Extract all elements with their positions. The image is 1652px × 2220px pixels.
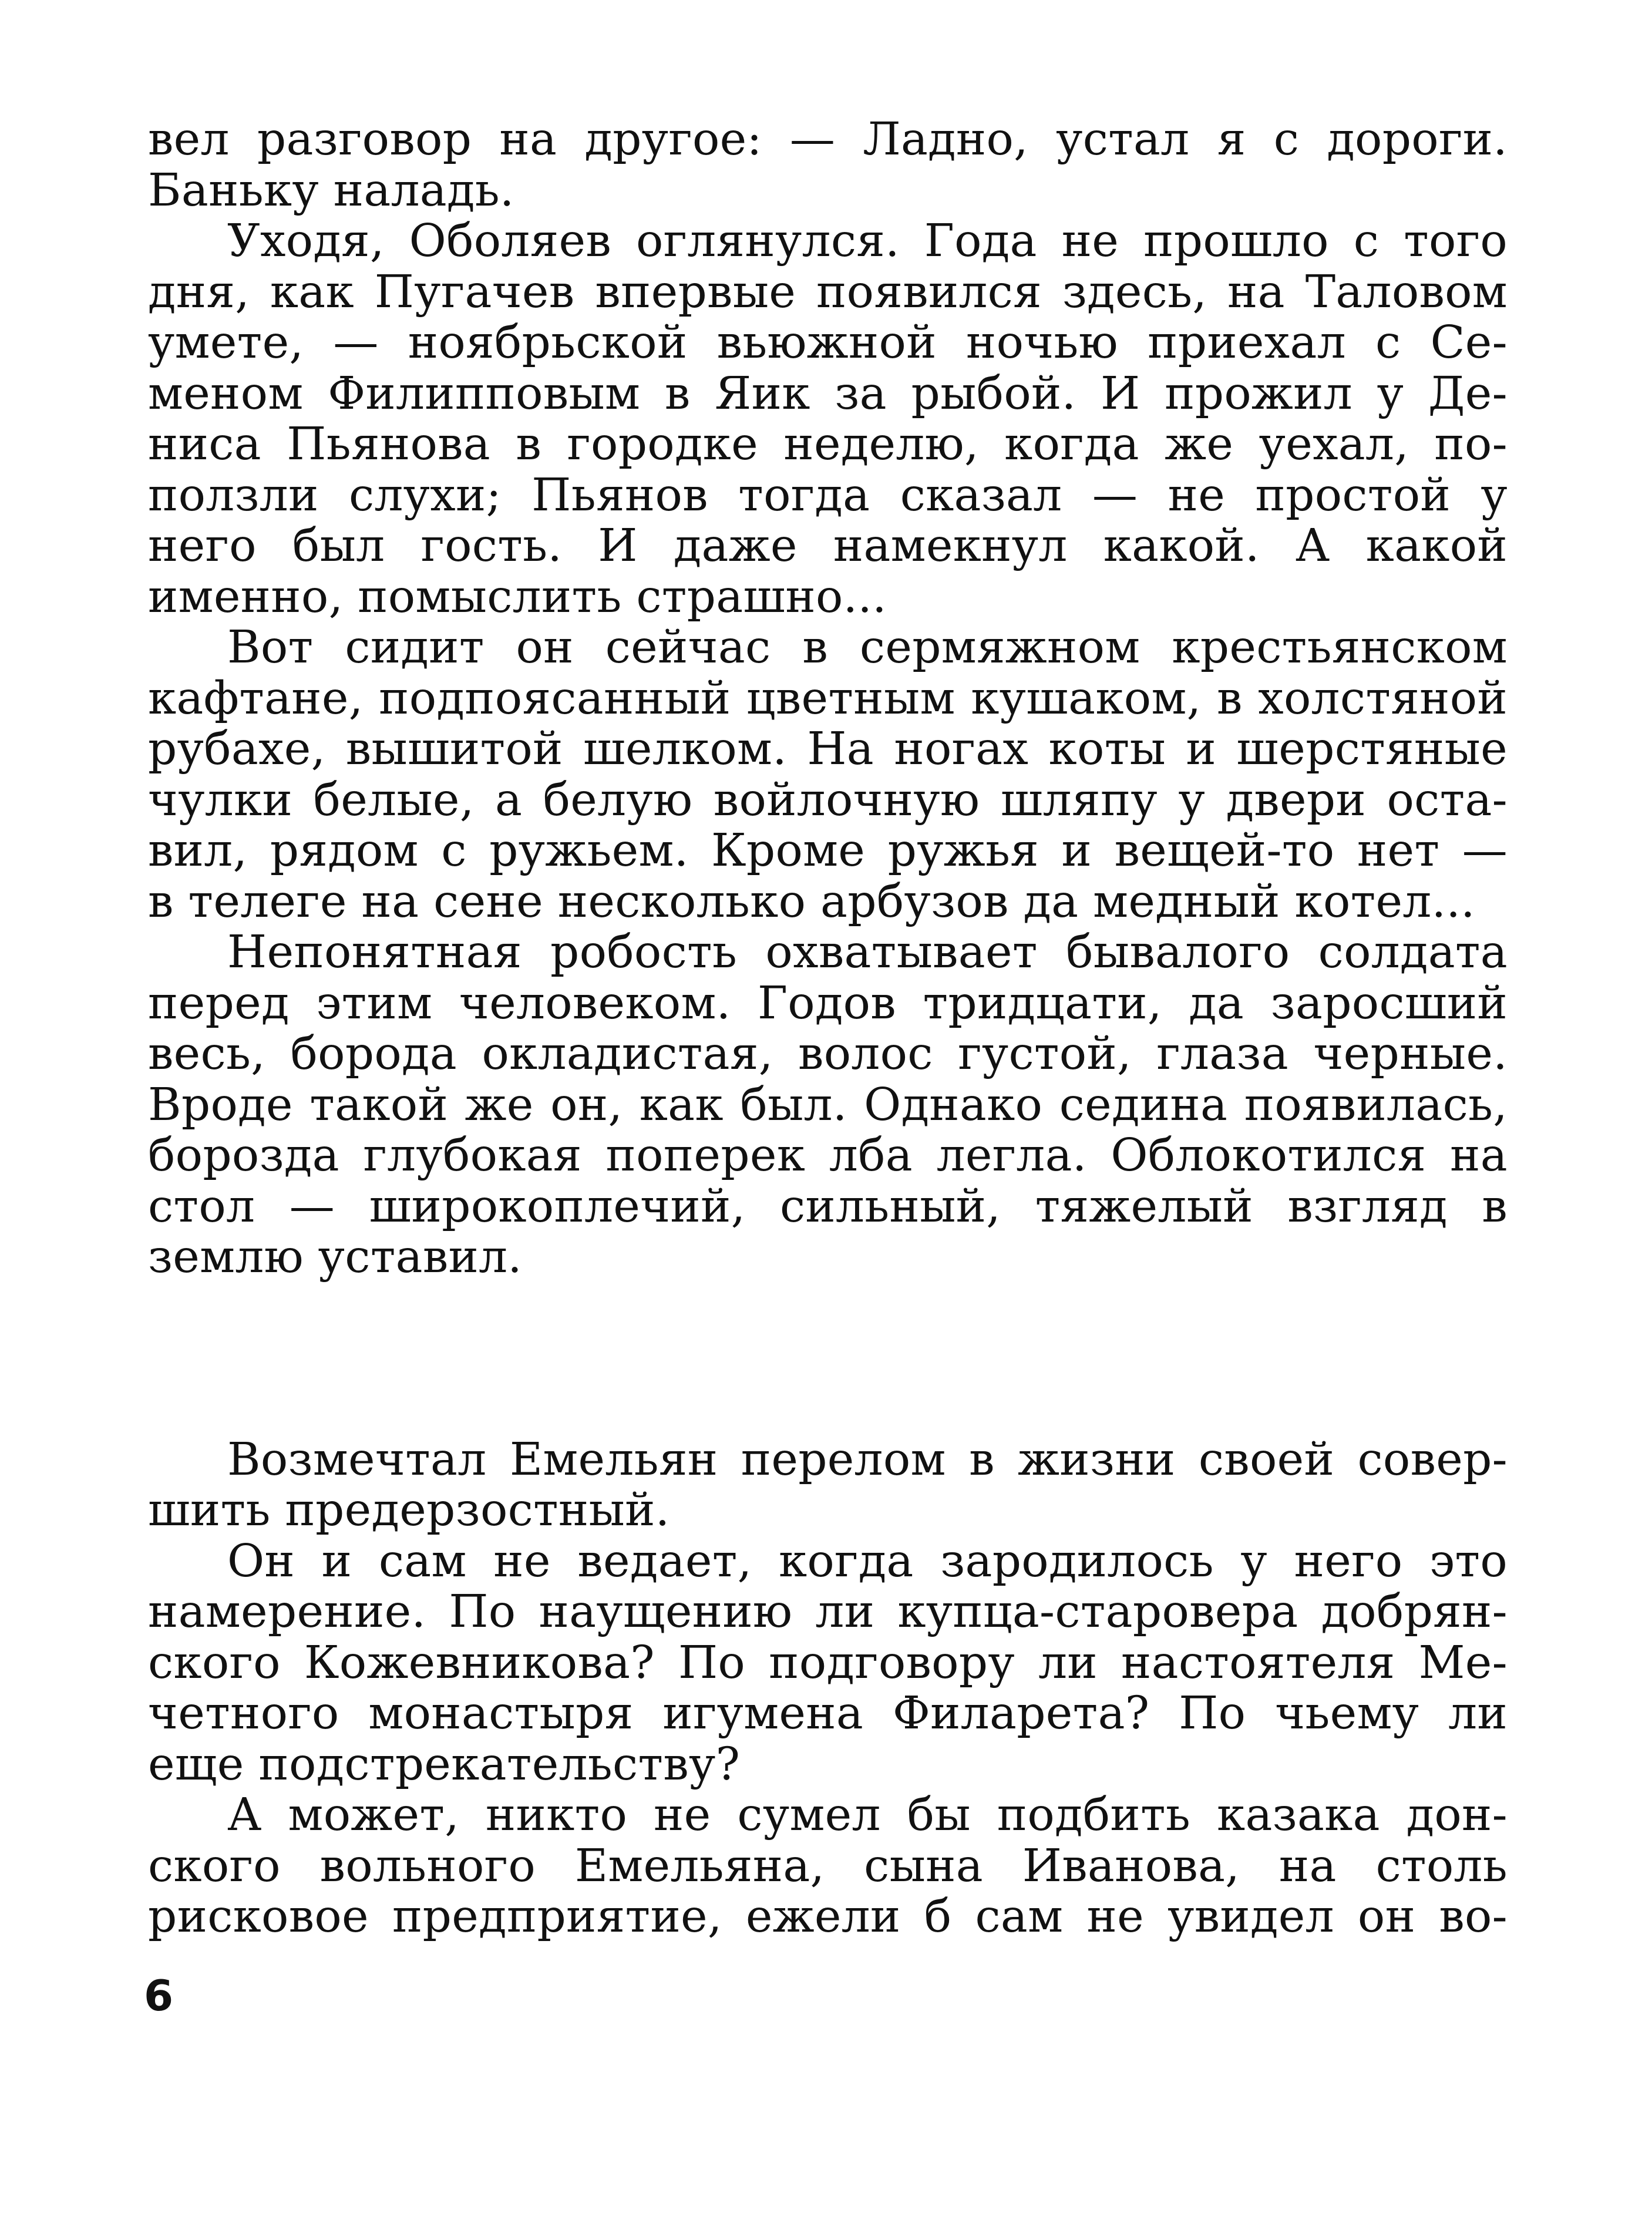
text-line: меном Филипповым в Яик за рыбой. И прожил у Де- [148,367,1508,420]
text-line: Он и сам не ведает, когда зародилось у него это [227,1535,1508,1587]
text-section-1 [148,115,1508,1283]
text-line: в телеге на сене несколько арбузов да медный котел... [148,875,1475,928]
text-line: рубахе, вышитой шелком. На ногах коты и шерстяные [148,723,1508,775]
text-line: землю уставил. [148,1231,523,1283]
text-line: дня, как Пугачев впервые появился здесь, на Таловом [148,265,1508,318]
text-line: перед этим человеком. Годов тридцати, да заросший [148,977,1508,1030]
text-line: намерение. По наущению ли купца-старовера добрян- [148,1586,1508,1638]
text-line: именно, помыслить страшно... [148,570,887,623]
text-line: вил, рядом с ружьем. Кроме ружья и вещей-то нет — [148,825,1508,877]
text-line: Баньку наладь. [148,164,514,217]
page-number: 6 [144,1971,174,2020]
text-line: ниса Пьянова в городке неделю, когда же уехал, по- [148,418,1508,470]
text-line: А может, никто не сумел бы подбить казака дон- [227,1789,1508,1841]
text-line: стол — широкоплечий, сильный, тяжелый взгляд в [148,1180,1508,1233]
text-line: него был гость. И даже намекнул какой. А какой [148,520,1508,572]
text-line: Уходя, Оболяев оглянулся. Года не прошло с того [227,215,1508,267]
text-line: Вроде такой же он, как был. Однако седина появилась, [148,1078,1508,1131]
text-section-2 [148,1435,1508,1943]
text-line: чулки белые, а белую войлочную шляпу у двери оста- [148,773,1508,826]
text-line: ползли слухи; Пьянов тогда сказал — не простой у [148,469,1508,522]
text-line: Вот сидит он сейчас в сермяжном крестьянском [227,621,1508,674]
text-line: весь, борода окладистая, волос густой, глаза черные. [148,1028,1508,1080]
text-line: вел разговор на другое: — Ладно, устал я с дороги. [148,113,1508,166]
text-line: четного монастыря игумена Филарета? По чьему ли [148,1687,1508,1740]
text-line: умете, — ноябрьской вьюжной ночью приехал с Се- [148,317,1508,369]
text-line: ского Кожевникова? По подговору ли настоятеля Ме- [148,1636,1508,1689]
text-line: ского вольного Емельяна, сына Иванова, на столь [148,1839,1508,1892]
text-line: кафтане, подпоясанный цветным кушаком, в холстяной [148,672,1508,725]
text-line: рисковое предприятие, ежели б сам не увидел он во- [148,1891,1508,1943]
text-line: Непонятная робость охватывает бывалого солдата [227,926,1508,978]
page-body [148,115,1508,1943]
text-line: шить предерзостный. [148,1484,670,1536]
text-line: еще подстрекательству? [148,1738,741,1791]
text-line: борозда глубокая поперек лба легла. Облокотился на [148,1129,1508,1182]
text-line: Возмечтал Емельян перелом в жизни своей совер- [227,1433,1508,1486]
